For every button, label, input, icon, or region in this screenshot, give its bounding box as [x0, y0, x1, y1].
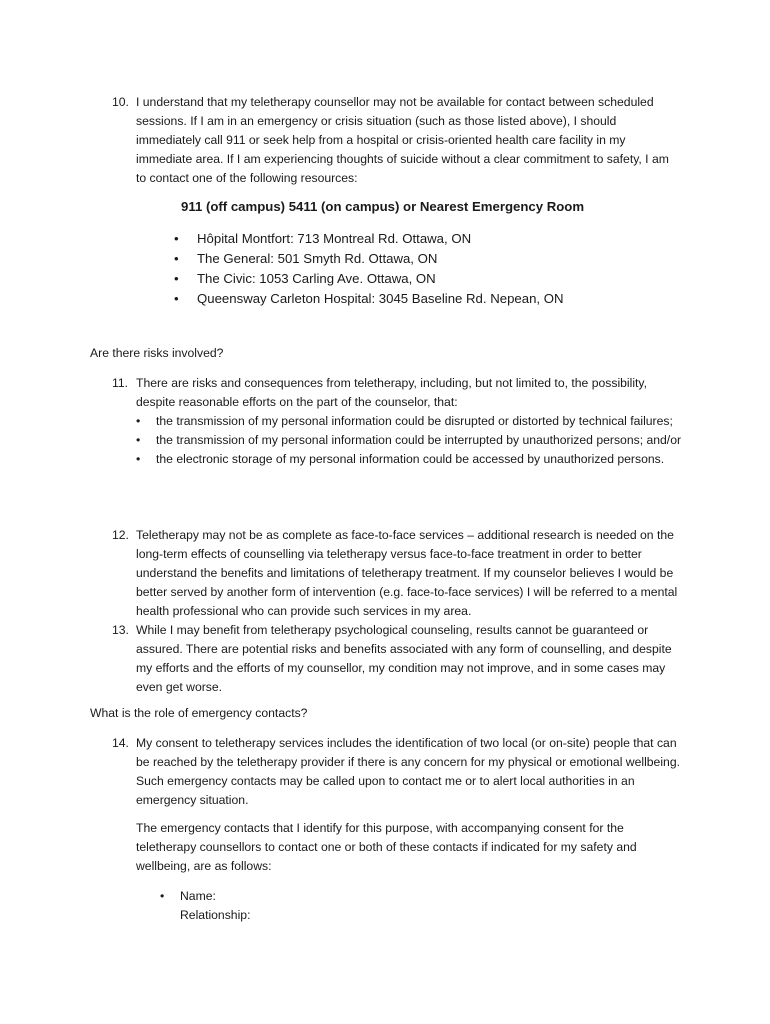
contacts-paragraph: The emergency contacts that I identify for this purpose, with accompanying consent for the teletherapy counsellors to contact one or both of these contacts if indicated for my safety and wellbeing, are as follows:: [136, 821, 637, 873]
hospital-list: [174, 229, 564, 309]
list-item: • The General: 501 Smyth Rd. Ottawa, ON: [174, 249, 564, 269]
item-10: [112, 93, 682, 188]
risk-list: [112, 412, 682, 469]
item-number: 10.: [112, 95, 129, 109]
item-number: 14.: [112, 736, 129, 750]
emergency-contact-fields: [160, 887, 250, 925]
item-number: 13.: [112, 623, 129, 637]
name-label: Name:: [180, 889, 216, 903]
item-text: While I may benefit from teletherapy psychological counseling, results cannot be guaranteed or assured. There are potential risks and benefits associated with any form of counselling, and despite my efforts and the efforts of my counsellor, my condition may not improve, and in some cases may even get worse.: [136, 623, 672, 694]
item-number: 11.: [112, 376, 129, 390]
item-text: My consent to teletherapy services includes the identification of two local (or on-site) people that can be reached by the teletherapy provider if there is any concern for my physical or emotional wellbeing. Such emergency contacts may be called upon to contact me or to alert local authorities in an emergency situation.: [136, 736, 680, 807]
relationship-label: Relationship:: [180, 908, 251, 922]
item-text: Teletherapy may not be as complete as face-to-face services – additional research is needed on the long-term effects of counselling via teletherapy versus face-to-face treatment in order to better understand the benefits and limitations of teletherapy treatment. If my counselor believes I would be better served by another form of intervention (e.g. face-to-face services) I will be referred to a mental health professional who can provide such services in my area.: [136, 528, 678, 618]
list-item: • the transmission of my personal information could be interrupted by unauthorized persons; and/or: [112, 431, 682, 450]
item-12: [112, 526, 682, 621]
list-item: • the electronic storage of my personal information could be accessed by unauthorized persons.: [112, 450, 682, 469]
list-item: • Queensway Carleton Hospital: 3045 Baseline Rd. Nepean, ON: [174, 289, 564, 309]
list-item: • the transmission of my personal information could be disrupted or distorted by technical failures;: [112, 412, 682, 431]
contacts-heading: What is the role of emergency contacts?: [90, 706, 308, 720]
emergency-numbers: 911 (off campus) 5411 (on campus) or Nearest Emergency Room: [181, 199, 585, 214]
item-number: 12.: [112, 528, 129, 542]
item-text: There are risks and consequences from teletherapy, including, but not limited to, the possibility, despite reasonable efforts on the part of the counselor, that:: [136, 376, 648, 409]
item-11: [112, 374, 682, 469]
item-14: [112, 734, 682, 810]
item-13: [112, 621, 682, 697]
list-item: • Hôpital Montfort: 713 Montreal Rd. Ottawa, ON: [174, 229, 564, 249]
item-text: I understand that my teletherapy counsellor may not be available for contact between scheduled sessions. If I am in an emergency or crisis situation (such as those listed above), I should immediately call 911 or seek help from a hospital or crisis-oriented health care facility in my immediate area. If I am experiencing thoughts of suicide without a clear commitment to safety, I am to contact one of the following resources:: [136, 95, 669, 185]
risks-heading: Are there risks involved?: [90, 346, 224, 360]
bullet: •: [160, 889, 165, 903]
list-item: • The Civic: 1053 Carling Ave. Ottawa, ON: [174, 269, 564, 289]
